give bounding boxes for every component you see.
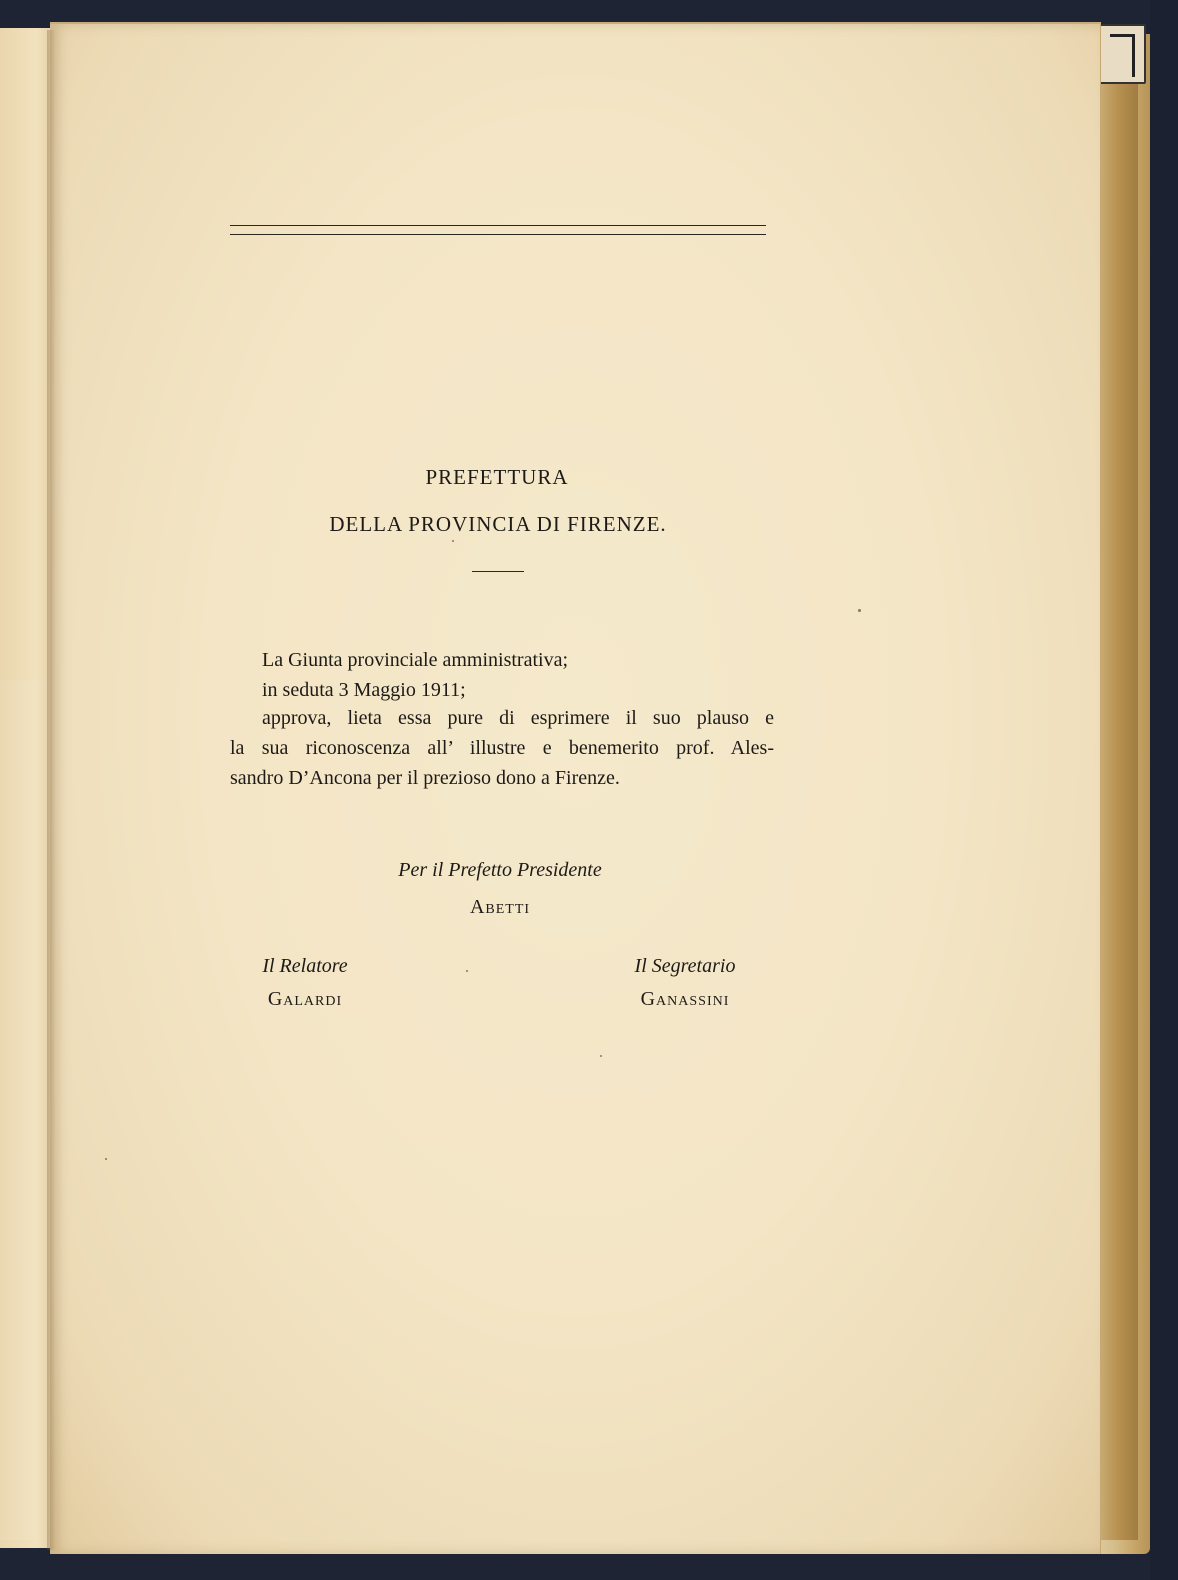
short-separator-rule (472, 571, 524, 572)
bookmark-tab-mark (1110, 34, 1135, 77)
signature-name-ganassini: Ganassini (640, 988, 730, 1010)
right-page-edges-inner (1100, 60, 1138, 1540)
signature-title-segretario: Il Segretario (634, 955, 736, 977)
signature-title-relatore: Il Relatore (262, 955, 348, 977)
top-double-rule (230, 225, 766, 235)
heading-provincia: DELLA PROVINCIA DI FIRENZE. (329, 512, 667, 536)
body-line: sandro D’Ancona per il prezioso dono a Firenze. (230, 767, 620, 789)
paper-speck (600, 1055, 602, 1057)
body-line: la sua riconoscenza all’ illustre e benemerito prof. Ales- (230, 737, 774, 759)
heading-prefettura: PREFETTURA (425, 465, 569, 489)
paper-speck (858, 609, 861, 612)
paper-speck (466, 970, 468, 972)
page-gutter (47, 30, 61, 1550)
signature-name-galardi: Galardi (267, 988, 343, 1010)
body-line: in seduta 3 Maggio 1911; (262, 679, 466, 701)
signature-title-prefetto: Per il Prefetto Presidente (398, 859, 602, 881)
paper-speck (105, 1158, 107, 1160)
signature-name-abetti: Abetti (469, 896, 531, 918)
paper-speck (452, 540, 454, 542)
body-line: La Giunta provinciale amministrativa; (262, 649, 569, 671)
body-line: approva, lieta essa pure di esprimere il suo plauso e (262, 707, 774, 729)
backdrop (1150, 0, 1178, 1580)
